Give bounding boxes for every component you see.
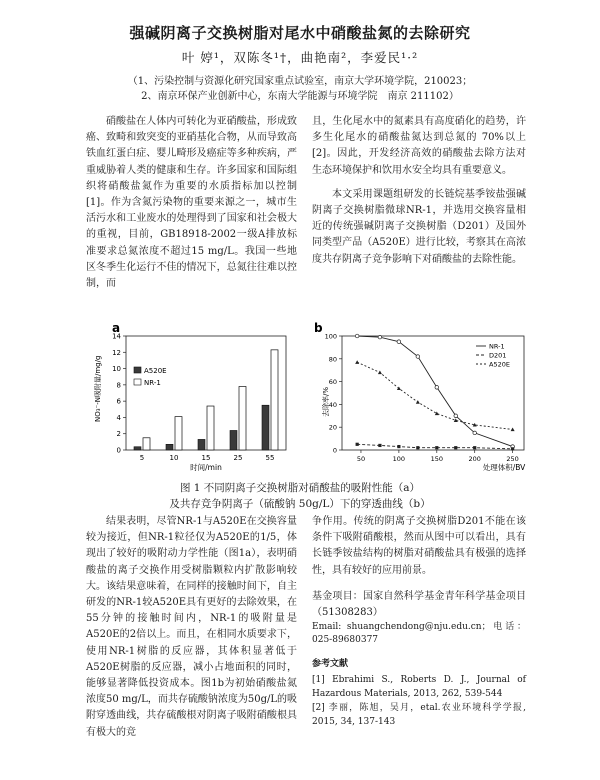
legend-label-nr1: NR-1 xyxy=(144,379,161,387)
y-tick-label: 0 xyxy=(332,446,337,455)
y-tick-label: 20 xyxy=(328,423,337,432)
references-heading: 参考文献 xyxy=(312,659,349,670)
y-tick-label: 10 xyxy=(112,365,121,374)
x-tick-label: 55 xyxy=(265,454,275,462)
point-d201 xyxy=(435,446,438,449)
contact-email: Email: shuangchendong@nju.edu.cn；电话：025-89680377 xyxy=(312,622,526,646)
y-tick-label: 40 xyxy=(328,400,337,409)
bottom-right-text xyxy=(312,514,526,729)
reference-item: [1] Ebrahimi S., Roberts D. J., Journal of Hazardous Materials, 2013, 262, 539-544 xyxy=(312,675,526,700)
panel-label-a: a xyxy=(112,322,121,335)
x-tick-label: 50 xyxy=(356,455,366,463)
paragraph: 本文采用课题组研发的长链烷基季铵盐强碱阴离子交换树脂微球NR-1，并选用交换容量相近的传统强碱阴离子交换树脂（D201）及国外同类型产品（A520E）进行比较，考察其在高浓度共存阴离子竞争影响下对硝酸盐的去除性能。 xyxy=(312,188,526,265)
bar-nr1 xyxy=(143,438,150,450)
bar-a520e xyxy=(230,430,237,450)
point-d201 xyxy=(454,446,457,449)
x-tick-label: 150 xyxy=(430,455,444,463)
right-column-text xyxy=(312,114,526,268)
point-a520e xyxy=(397,386,401,390)
y-tick-label: 80 xyxy=(328,355,337,364)
point-d201 xyxy=(397,445,400,448)
chart-a-xlabel: 时间/min xyxy=(190,463,222,472)
point-a520e xyxy=(435,412,439,416)
chart-a-ylabel: NO₃⁻-N吸附量/mg/g xyxy=(94,355,102,422)
legend-label-a520e: A520E xyxy=(144,367,167,375)
references xyxy=(312,657,526,729)
point-a520e xyxy=(511,427,515,431)
reference-item: [2] 李丽，陈旭，吴月，etal.农业环境科学学报, 2015, 34, 137-143 xyxy=(312,703,526,728)
paragraph: 争作用。传统的阴离子交换树脂D201不能在该条件下吸附硝酸根，然而从图中可以看出，具有长链季铵盐结构的树脂对硝酸盐具有极强的选择性，具有较好的应用前景。 xyxy=(312,516,526,576)
point-a520e xyxy=(378,370,382,374)
y-tick-label: 6 xyxy=(116,397,121,406)
y-tick-label: 0 xyxy=(116,446,121,455)
chart-b xyxy=(308,322,528,472)
y-tick-label: 14 xyxy=(112,332,121,341)
x-tick-label: 15 xyxy=(201,454,211,462)
y-tick-label: 100 xyxy=(324,332,337,341)
paragraph: 硝酸盐在人体内可转化为亚硝酸盐，形成致癌、致畸和致突变的亚硝基化合物，从而导致高铁血红蛋白症、婴儿畸形及癌症等多种疾病，严重威胁着人类的健康和生存。许多国家和国际组织将硝酸盐氮作为重要的水质指标加以控制[1]。作为含氮污染物的重要来源之一，城市生活污水和工业废水的处理得到了国家和社会极大的重视，目前，GB18918-2002一级A排放标准要求总氮浓度不超过15 mg/L。我国一些地区冬季生化运行不佳的情况下，总氮往往难以控制，而 xyxy=(86,116,297,290)
legend-label-a520e: A520E xyxy=(489,360,510,369)
bar-a520e xyxy=(166,444,173,450)
legend-swatch-a520e xyxy=(134,367,141,373)
bar-a520e xyxy=(134,447,141,450)
left-column-text xyxy=(86,114,297,292)
figure-caption-line-2: 及共存竞争阴离子（硫酸钠 50g/L）下的穿透曲线（b） xyxy=(169,498,431,510)
x-tick-label: 200 xyxy=(468,455,481,463)
x-tick-label: 10 xyxy=(169,454,179,462)
point-nr-1 xyxy=(473,431,477,435)
point-nr-1 xyxy=(397,340,401,344)
point-nr-1 xyxy=(378,335,382,339)
y-tick-label: 60 xyxy=(328,378,337,387)
chart-a-bars xyxy=(134,350,278,450)
bar-nr1 xyxy=(271,350,278,450)
point-d201 xyxy=(356,443,359,446)
point-nr-1 xyxy=(454,414,458,418)
x-tick-label: 250 xyxy=(506,455,519,463)
point-a520e xyxy=(416,400,420,404)
bar-nr1 xyxy=(239,386,246,450)
bar-a520e xyxy=(198,439,205,450)
bottom-left-text xyxy=(86,514,297,741)
bar-nr1 xyxy=(207,406,214,450)
point-d201 xyxy=(511,447,514,450)
y-tick-label: 8 xyxy=(116,381,121,390)
point-d201 xyxy=(416,446,419,449)
paragraph: 结果表明，尽管NR-1与A520E在交换容量较为接近，但NR-1粒径仅为A520E的1/5，体现出了较好的吸附动力学性能（图1a），表明硝酸盐的离子交换作用受树脂颗粒内扩散影响较大。该结果意味着，在同样的接触时间下，自主研发的NR-1较A520E具有更好的去除效果，在55分钟的接触时间内，NR-1的吸附量是A520E的2倍以上。而且，在相同水质要求下，使用NR-1树脂的反应器，其体积显著低于A520E树脂的反应器，减小占地面积的同时，能够显著降低投资成本。图1b为初始硝酸盐氮浓度50 mg/L，而共存硫酸钠浓度为50g/L的吸附穿透曲线，共存硫酸根对阴离子吸附硝酸根具有极大的竞 xyxy=(86,516,297,738)
x-tick-label: 25 xyxy=(233,454,243,462)
chart-b-legend xyxy=(476,343,510,369)
y-tick-label: 2 xyxy=(116,430,121,439)
chart-b-xlabel: 处理体积/BV xyxy=(482,463,526,472)
figure-caption-line-1: 图 1 不同阴离子交换树脂对硝酸盐的吸附性能（a） xyxy=(179,482,421,494)
bar-a520e xyxy=(262,405,269,450)
affiliation-2: 2、南京环保产业创新中心，东南大学能源与环境学院 南京 211102） xyxy=(141,91,459,102)
affiliation-1: （1、污染控制与资源化研究国家重点试验室，南京大学环境学院，210023； xyxy=(127,76,473,87)
chart-a xyxy=(86,322,296,472)
paragraph: 且，生化尾水中的氮素具有高度硝化的趋势，许多生化尾水的硝酸盐氮达到总氮的 70%以上[2]。因此，开发经济高效的硝酸盐去除方法对生态环境保护和饮用水安全均具有重要意义。 xyxy=(312,116,526,176)
point-nr-1 xyxy=(416,355,420,359)
bar-nr1 xyxy=(175,417,182,450)
panel-label-b: b xyxy=(314,322,323,335)
point-nr-1 xyxy=(355,334,359,338)
legend-label-nr-1: NR-1 xyxy=(489,342,505,351)
paper-title: 强碱阴离子交换树脂对尾水中硝酸盐氮的去除研究 xyxy=(129,24,471,42)
chart-a-ticks xyxy=(112,333,274,463)
y-tick-label: 4 xyxy=(116,413,121,422)
y-tick-label: 12 xyxy=(112,348,121,357)
point-nr-1 xyxy=(435,386,439,390)
point-d201 xyxy=(473,446,476,449)
point-a520e xyxy=(454,418,458,422)
chart-b-ylabel: 去除率/% xyxy=(322,386,330,417)
x-tick-label: 5 xyxy=(139,454,145,462)
x-tick-label: 100 xyxy=(392,455,406,463)
legend-label-d201: D201 xyxy=(489,351,507,360)
legend-swatch-nr1 xyxy=(134,379,141,385)
author-list: 叶 婷¹，双陈冬¹†，曲艳南²，李爱民¹·² xyxy=(181,50,419,65)
chart-a-legend xyxy=(134,367,167,387)
point-d201 xyxy=(378,444,381,447)
funding-note: 基金项目：国家自然科学基金青年科学基金项目（51308283） xyxy=(312,590,526,619)
point-a520e xyxy=(355,360,359,364)
